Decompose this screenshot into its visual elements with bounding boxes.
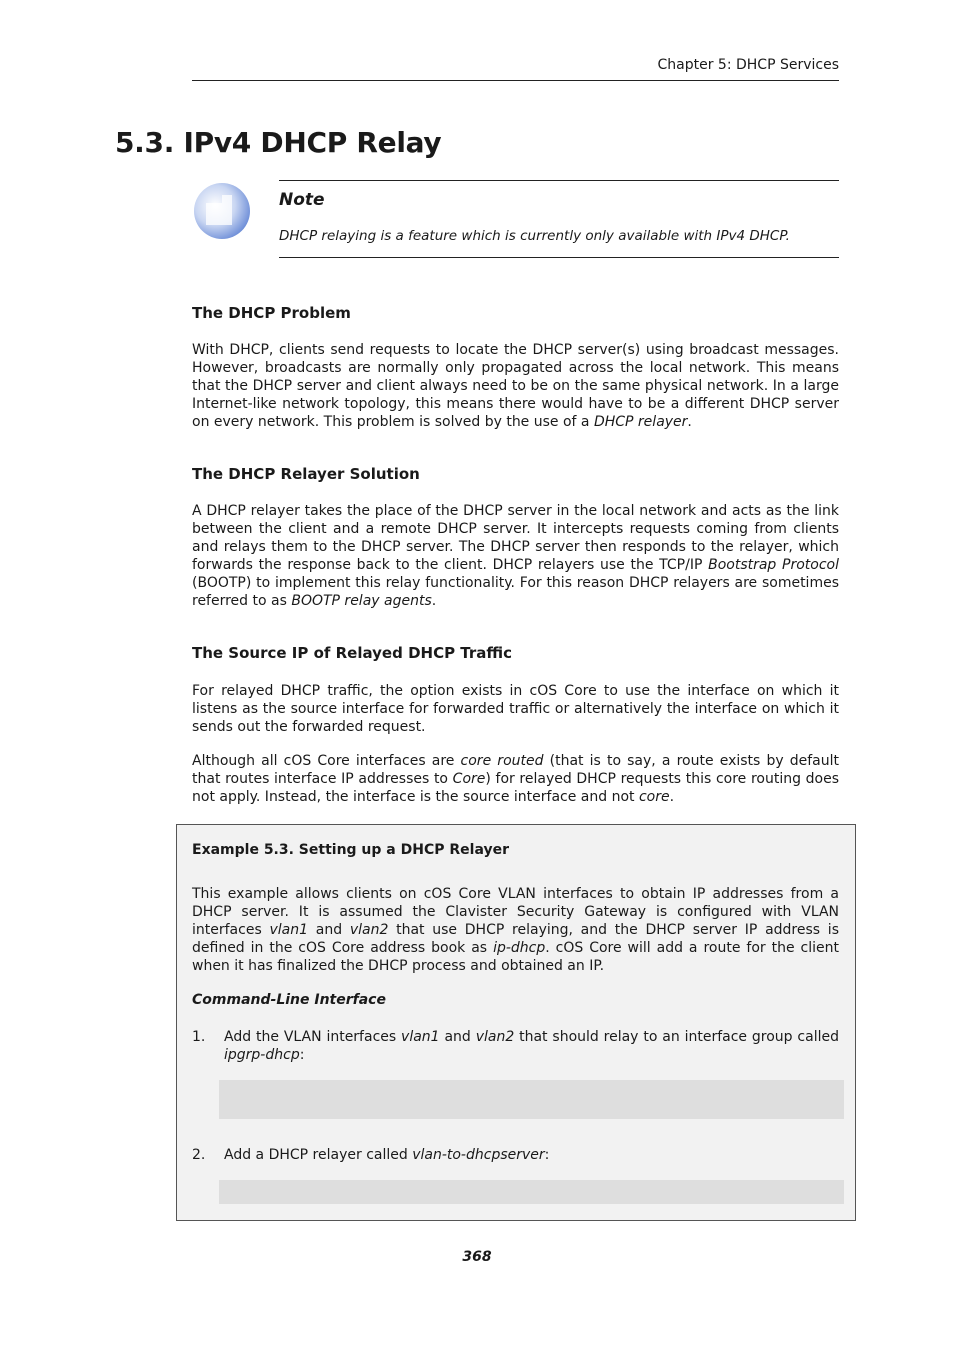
page-number: 368 [462,1249,492,1265]
term-bootstrap-protocol: Bootstrap Protocol [708,557,839,573]
note-text: DHCP relaying is a feature which is currently only available with IPv4 DHCP. [279,228,790,244]
code-block-2 [219,1180,844,1204]
dhcp-problem-paragraph: With DHCP, clients send requests to locate the DHCP server(s) using broadcast messages. However, broadcasts are normally only propagated across the local network. This means that the DHCP server and client always need to be on the same physical network. In a large Internet-like network topology, this means there would have to be a different DHCP server on every network. This problem is solved by the use of a DHCP relayer. [192,342,839,430]
page-header [192,55,839,81]
term-bootp-relay-agents: BOOTP relay agents [291,593,432,609]
dhcp-problem-heading: The DHCP Problem [192,304,351,322]
term-dhcp-relayer: DHCP relayer [593,414,688,430]
section-title: 5.3. IPv4 DHCP Relay [115,126,442,159]
source-ip-paragraph-2: Although all cOS Core interfaces are core routed (that is to say, a route exists by default that routes interface IP addresses to Core) for relayed DHCP requests this core routing does not apply. Instead, the interface is the source interface and not core. [192,753,840,805]
note-icon [192,181,252,241]
step-2-text: Add a DHCP relayer called vlan-to-dhcpserver: [224,1147,550,1163]
cli-heading: Command-Line Interface [192,992,386,1008]
relayer-solution-heading: The DHCP Relayer Solution [192,465,420,483]
note-title: Note [279,190,325,210]
code-block-1 [219,1080,844,1119]
step-1-text: Add the VLAN interfaces vlan1 and vlan2 that should relay to an interface group called ipgrp-dhcp: [224,1029,839,1063]
relayer-solution-paragraph: A DHCP relayer takes the place of the DHCP server in the local network and acts as the link between the client and a remote DHCP server. It intercepts requests coming from clients and relays them to the DHCP server. The DHCP server then responds to the relayer, which forwards the response back to the client. DHCP relayers use the TCP/IP Bootstrap Protocol (BOOTP) to implement this relay functionality. For this reason DHCP relayers are sometimes referred to as BOOTP relay agents. [192,503,839,609]
chapter-title: Chapter 5: DHCP Services [657,57,839,73]
example-box [176,824,856,1221]
note-box [279,180,839,258]
step-1-number: 1. [192,1029,206,1045]
example-description: This example allows clients on cOS Core VLAN interfaces to obtain IP addresses from a DHCP server. It is assumed the Clavister Security Gateway is configured with VLAN interfaces vlan1 and vlan2 that use DHCP relaying, and the DHCP server IP address is defined in the cOS Core address book as ip-dhcp. cOS Core will add a route for the client when it has finalized the DHCP process and obtained an IP. [192,886,839,974]
source-ip-paragraph-1: For relayed DHCP traffic, the option exists in cOS Core to use the interface on which it listens as the source interface for forwarded traffic or alternatively the interface on which it sends out the forwarded request. [192,683,839,735]
step-2-number: 2. [192,1147,206,1163]
example-title: Example 5.3. Setting up a DHCP Relayer [192,842,509,858]
source-ip-heading: The Source IP of Relayed DHCP Traffic [192,644,513,662]
